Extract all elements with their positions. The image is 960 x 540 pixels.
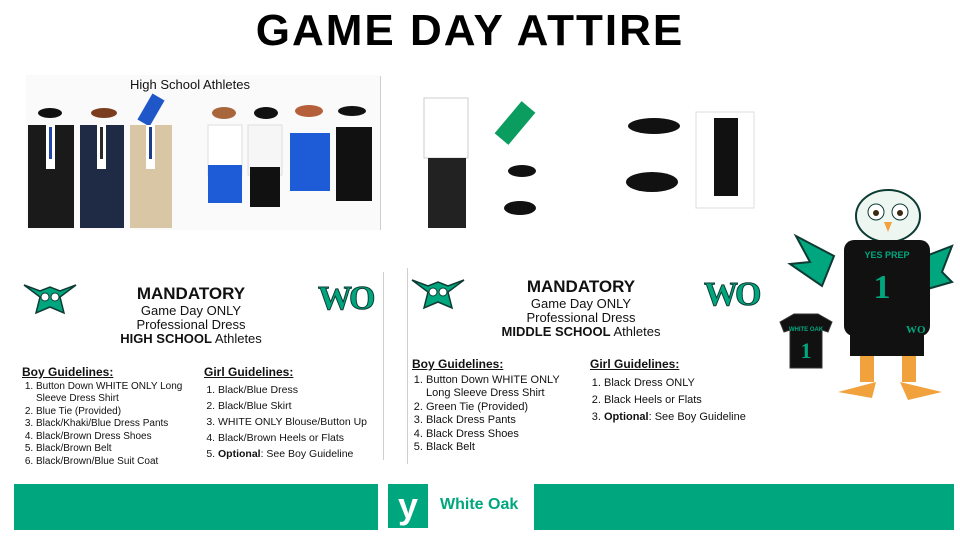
mascot-shorts-text: WO bbox=[906, 324, 926, 336]
list-item: 2. Blue Tie (Provided) bbox=[36, 406, 194, 419]
list-item bbox=[218, 446, 382, 462]
list-item: 2. Black Heels or Flats bbox=[604, 392, 766, 409]
list-item: 5. Black/Brown Belt bbox=[36, 443, 194, 456]
ms-girl-guidelines bbox=[590, 356, 766, 426]
wo-logo: WO bbox=[704, 276, 759, 313]
owl-logo-icon bbox=[410, 272, 466, 312]
optional-text: : See Boy Guideline bbox=[648, 411, 746, 423]
ms-school-level: MIDDLE SCHOOL bbox=[501, 324, 611, 339]
hs-athletes: Athletes bbox=[211, 331, 262, 346]
hs-school-level: HIGH SCHOOL bbox=[120, 331, 212, 346]
list-item: 5. Black Belt bbox=[426, 441, 584, 455]
hs-heading: MANDATORY bbox=[136, 284, 246, 303]
hs-line3 bbox=[96, 332, 286, 346]
list-item: 2. Black/Blue Skirt bbox=[218, 398, 382, 414]
ms-boy-list bbox=[412, 374, 584, 455]
ms-boy-header: Boy Guidelines: bbox=[412, 357, 504, 371]
hs-boy-guidelines bbox=[22, 366, 194, 468]
ms-card-title bbox=[486, 277, 676, 339]
page-title: GAME DAY ATTIRE bbox=[255, 6, 685, 55]
hs-boy-list bbox=[22, 381, 194, 469]
list-item: 6. Black/Brown/Blue Suit Coat bbox=[36, 456, 194, 469]
separator bbox=[383, 272, 384, 460]
optional-text: : See Boy Guideline bbox=[260, 448, 354, 460]
list-item: 3. Black/Khaki/Blue Dress Pants bbox=[36, 418, 194, 431]
list-item: 1. Button Down WHITE ONLY Long Sleeve Dress Shirt bbox=[426, 374, 584, 401]
yes-prep-logo-icon: y bbox=[388, 484, 428, 528]
list-item: 3. Black Dress Pants bbox=[426, 414, 584, 428]
hs-girl-guidelines bbox=[204, 364, 382, 462]
ms-girl-list bbox=[590, 375, 766, 426]
middle-school-photo-strip bbox=[414, 96, 764, 236]
list-item: 1. Black/Blue Dress bbox=[218, 382, 382, 398]
high-school-photo-strip bbox=[26, 75, 380, 230]
list-item: 4. Black/Brown Heels or Flats bbox=[218, 430, 382, 446]
ms-line3 bbox=[486, 325, 676, 339]
ms-girl-header: Girl Guidelines: bbox=[590, 357, 680, 371]
hs-line1: Game Day ONLY bbox=[140, 303, 242, 318]
list-item: 1. Black Dress ONLY bbox=[604, 375, 766, 392]
mascot-number: 1 bbox=[873, 269, 891, 306]
jersey-number: 1 bbox=[800, 338, 812, 363]
separator bbox=[380, 76, 381, 230]
list-item: 4. Black Dress Shoes bbox=[426, 428, 584, 442]
list-item: 1. Button Down WHITE ONLY Long Sleeve Dress Shirt bbox=[36, 381, 194, 406]
optional-label: Optional bbox=[604, 411, 649, 423]
hs-girl-list bbox=[204, 382, 382, 462]
ms-athletes: Athletes bbox=[610, 324, 661, 339]
footer-brand: White Oak bbox=[440, 496, 519, 513]
list-item bbox=[604, 409, 766, 426]
list-item: 2. Green Tie (Provided) bbox=[426, 401, 584, 415]
ms-line2: Professional Dress bbox=[526, 310, 636, 325]
strip-caption: High School Athletes bbox=[130, 77, 250, 92]
ms-heading: MANDATORY bbox=[526, 277, 636, 296]
hs-card-title bbox=[96, 284, 286, 346]
list-item: 4. Black/Brown Dress Shoes bbox=[36, 431, 194, 444]
separator bbox=[407, 268, 408, 464]
ms-boy-guidelines bbox=[412, 358, 584, 455]
owl-logo-icon bbox=[22, 277, 78, 317]
jersey-text: WHITE OAK bbox=[788, 327, 824, 333]
owl-mascot-image bbox=[776, 186, 956, 408]
mascot-chest-text: YES PREP bbox=[864, 250, 910, 260]
footer-band-left bbox=[14, 484, 378, 530]
hs-girl-header: Girl Guidelines: bbox=[204, 365, 294, 379]
wo-logo: WO bbox=[318, 280, 373, 317]
optional-label: Optional bbox=[218, 448, 261, 460]
footer-band-right bbox=[534, 484, 954, 530]
hs-line2: Professional Dress bbox=[136, 317, 246, 332]
ms-line1: Game Day ONLY bbox=[530, 296, 632, 311]
list-item: 3. WHITE ONLY Blouse/Button Up bbox=[218, 414, 382, 430]
hs-boy-header: Boy Guidelines: bbox=[22, 365, 114, 379]
